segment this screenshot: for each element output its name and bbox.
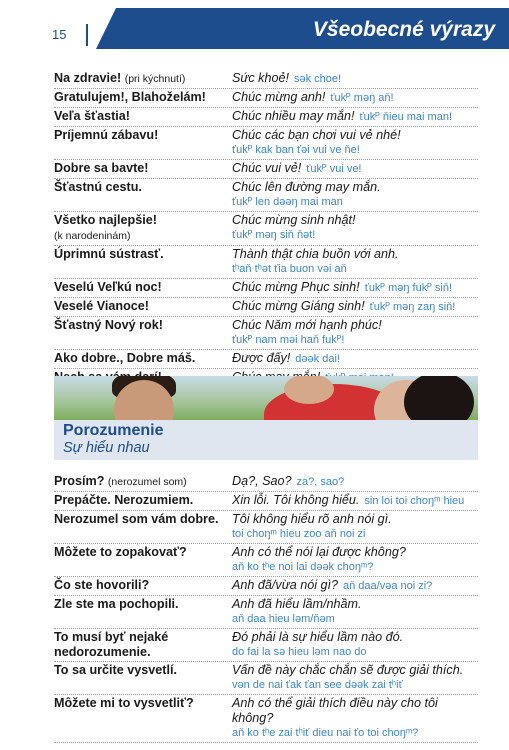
slovak-phrase [54,597,232,627]
slovak-phrase [54,280,232,296]
phrase-table-understanding [54,473,478,743]
slovak-phrase [54,128,232,158]
pronunciation: za?, sao? [296,476,345,488]
pronunciation: ťukᴾ məŋ zaŋ siň! [369,301,456,313]
vietnamese-text: Anh có thể giải thích điều này cho tôi không? [232,696,438,725]
slovak-text: Príjemnú zábavu! [54,128,159,142]
vietnamese-text: Anh đã hiểu lầm/nhầm. [232,597,362,611]
vietnamese-text: Anh có thể nói lại được không? [232,545,406,559]
slovak-text: Na zdravie! [54,71,122,85]
pronunciation: vən de nai ťak ťan see dəək zai tʰiť [232,679,403,691]
pronunciation: ťukᴾ len dəəŋ mai man [232,196,343,208]
pronunciation: ťukᴾ kak ban ťəi vui ve ňe! [232,144,360,156]
section-header-understanding [54,420,478,460]
slovak-phrase [54,545,232,575]
vietnamese-text: Xin lỗi. Tôi không hiểu. [232,493,360,507]
slovak-text: Všetko najlepšie! [54,213,157,227]
slovak-phrase [54,630,232,660]
slovak-text: Môžete to zopakovať? [54,545,187,559]
phrase-row [54,160,478,179]
slovak-text: Nerozumel som vám dobre. [54,512,219,526]
slovak-phrase [54,696,232,741]
vietnamese-phrase [232,545,478,575]
phrase-row [54,298,478,317]
slovak-text: Čo ste hovorili? [54,578,150,592]
slovak-phrase [54,109,232,125]
page-number-divider [86,24,88,46]
phrase-row [54,473,478,492]
vietnamese-phrase [232,280,478,296]
section-subtitle: Sự hiểu nhau [63,440,150,456]
vietnamese-text: Sức khoẻ! [232,71,289,85]
phrase-row [54,317,478,350]
slovak-text: Veselú Veľkú noc! [54,280,162,294]
vietnamese-phrase [232,109,478,125]
vietnamese-text: Chúc mừng anh! [232,90,326,104]
vietnamese-phrase [232,71,478,87]
phrase-row [54,511,478,544]
pronunciation: aň ko tʰe zai tʰiť dieu nai ťo toi choŋᵐ? [232,727,419,739]
vietnamese-text: Chúc lên đường may mắn. [232,180,381,194]
pronunciation: tʰaň tʰət ťia buon vəi aň [232,263,347,275]
vietnamese-phrase [232,318,478,348]
pronunciation: toi choŋᵐ hieu zoo aň noi zi [232,528,366,540]
pronunciation: ťukᴾ ňieu mai man! [359,111,453,123]
vietnamese-phrase [232,351,478,367]
vietnamese-text: Chúc mừng sinh nhật! [232,213,356,227]
vietnamese-phrase [232,578,478,594]
slovak-text: Ako dobre., Dobre máš. [54,351,196,365]
pronunciation: ťukᴾ məŋ aň! [330,92,394,104]
phrase-row [54,212,478,246]
vietnamese-text: Thành thật chia buồn với anh. [232,247,399,261]
phrase-row [54,577,478,596]
pronunciation: ťukᴾ nam məi haň fukᴾ! [232,334,345,346]
slovak-phrase [54,474,232,490]
slovak-text: Prepáčte. Nerozumiem. [54,493,194,507]
slovak-phrase [54,180,232,210]
page-header [0,0,509,49]
slovak-phrase [54,247,232,277]
phrase-row [54,492,478,511]
pronunciation: ťukᴾ məŋ fukᴾ siň! [364,282,452,294]
phrase-row [54,596,478,629]
vietnamese-text: Chúc nhiều may mắn! [232,109,355,123]
slovak-text: Šťastný Nový rok! [54,318,163,332]
pronunciation: aň daa hieu ləm/ňəm [232,613,335,625]
slovak-text: Zle ste ma pochopili. [54,597,179,611]
phrase-row [54,279,478,298]
slovak-text: Veselé Vianoce! [54,299,149,313]
vietnamese-text: Chúc Năm mới hạnh phúc! [232,318,382,332]
phrase-row [54,695,478,743]
slovak-text: Úprimnú sústrasť. [54,247,164,261]
slovak-phrase [54,318,232,348]
vietnamese-phrase [232,663,478,693]
slovak-text: Dobre sa bavte! [54,161,149,175]
phrase-row [54,350,478,369]
slovak-text: Môžete mi to vysvetliť? [54,696,194,710]
slovak-text: To musí byť nejaké nedorozumenie. [54,630,169,659]
vietnamese-text: Đó phải là sự hiểu lầm nào đó. [232,630,404,644]
pronunciation: ťukᴾ məŋ siň ňət! [232,229,316,241]
slovak-phrase [54,213,232,244]
slovak-phrase [54,71,232,87]
phrase-row [54,127,478,160]
vietnamese-phrase [232,493,478,509]
vietnamese-phrase [232,90,478,106]
slovak-phrase [54,663,232,693]
vietnamese-text: Được đấy! [232,351,291,365]
pronunciation: sək choe! [294,73,342,85]
section-photo [54,376,478,420]
slovak-text: Prosím? [54,474,105,488]
vietnamese-phrase [232,696,478,741]
usage-note: (k narodeninám) [54,230,131,242]
phrase-row [54,89,478,108]
pronunciation: aň daa/vəa noi zi? [343,580,433,592]
slovak-text: Gratulujem!, Blahoželám! [54,90,206,104]
pronunciation: ťukᴾ vui ve! [306,163,362,175]
vietnamese-phrase [232,128,478,158]
slovak-text: Veľa šťastia! [54,109,130,123]
vietnamese-text: Dạ?, Sao? [232,474,292,488]
slovak-text: To sa určite vysvetlí. [54,663,177,677]
pronunciation: aň ko tʰe noi lai dəək choŋᵐ? [232,561,374,573]
phrase-row [54,662,478,695]
vietnamese-text: Chúc vui vẻ! [232,161,302,175]
phrase-row [54,108,478,127]
slovak-phrase [54,512,232,542]
usage-note: (pri kýchnutí) [124,73,186,85]
slovak-phrase [54,493,232,509]
vietnamese-phrase [232,597,478,627]
vietnamese-phrase [232,161,478,177]
slovak-phrase [54,351,232,367]
chapter-title: Všeobecné výrazy [312,18,495,41]
pronunciation: sin loi toi choŋᵐ hieu [364,495,465,507]
phrase-row [54,629,478,662]
vietnamese-phrase [232,180,478,210]
phrase-row [54,179,478,212]
vietnamese-phrase [232,299,478,315]
vietnamese-text: Vấn đề này chắc chắn sẽ được giải thích. [232,663,464,677]
usage-note: (nerozumel som) [107,476,187,488]
vietnamese-phrase [232,247,478,277]
vietnamese-text: Chúc mừng Phục sinh! [232,280,360,294]
slovak-phrase [54,161,232,177]
vietnamese-text: Anh đã/vừa nói gì? [232,578,339,592]
vietnamese-text: Chúc các bạn chơi vui vẻ nhé! [232,128,401,142]
phrase-row [54,544,478,577]
vietnamese-phrase [232,474,478,490]
vietnamese-text: Chúc mừng Giáng sinh! [232,299,365,313]
section-title: Porozumenie [63,422,164,439]
pronunciation: do fai la sə hieu ləm nao do [232,646,367,658]
phrase-row [54,246,478,279]
phrase-row [54,70,478,89]
page-number: 15 [52,27,67,42]
slovak-phrase [54,90,232,106]
vietnamese-phrase [232,630,478,660]
phrase-table-general [54,70,478,388]
vietnamese-phrase [232,512,478,542]
vietnamese-text: Tôi không hiểu rõ anh nói gì. [232,512,392,526]
pronunciation: dəək dai! [295,353,340,365]
slovak-phrase [54,578,232,594]
slovak-phrase [54,299,232,315]
vietnamese-phrase [232,213,478,244]
slovak-text: Šťastnú cestu. [54,180,142,194]
